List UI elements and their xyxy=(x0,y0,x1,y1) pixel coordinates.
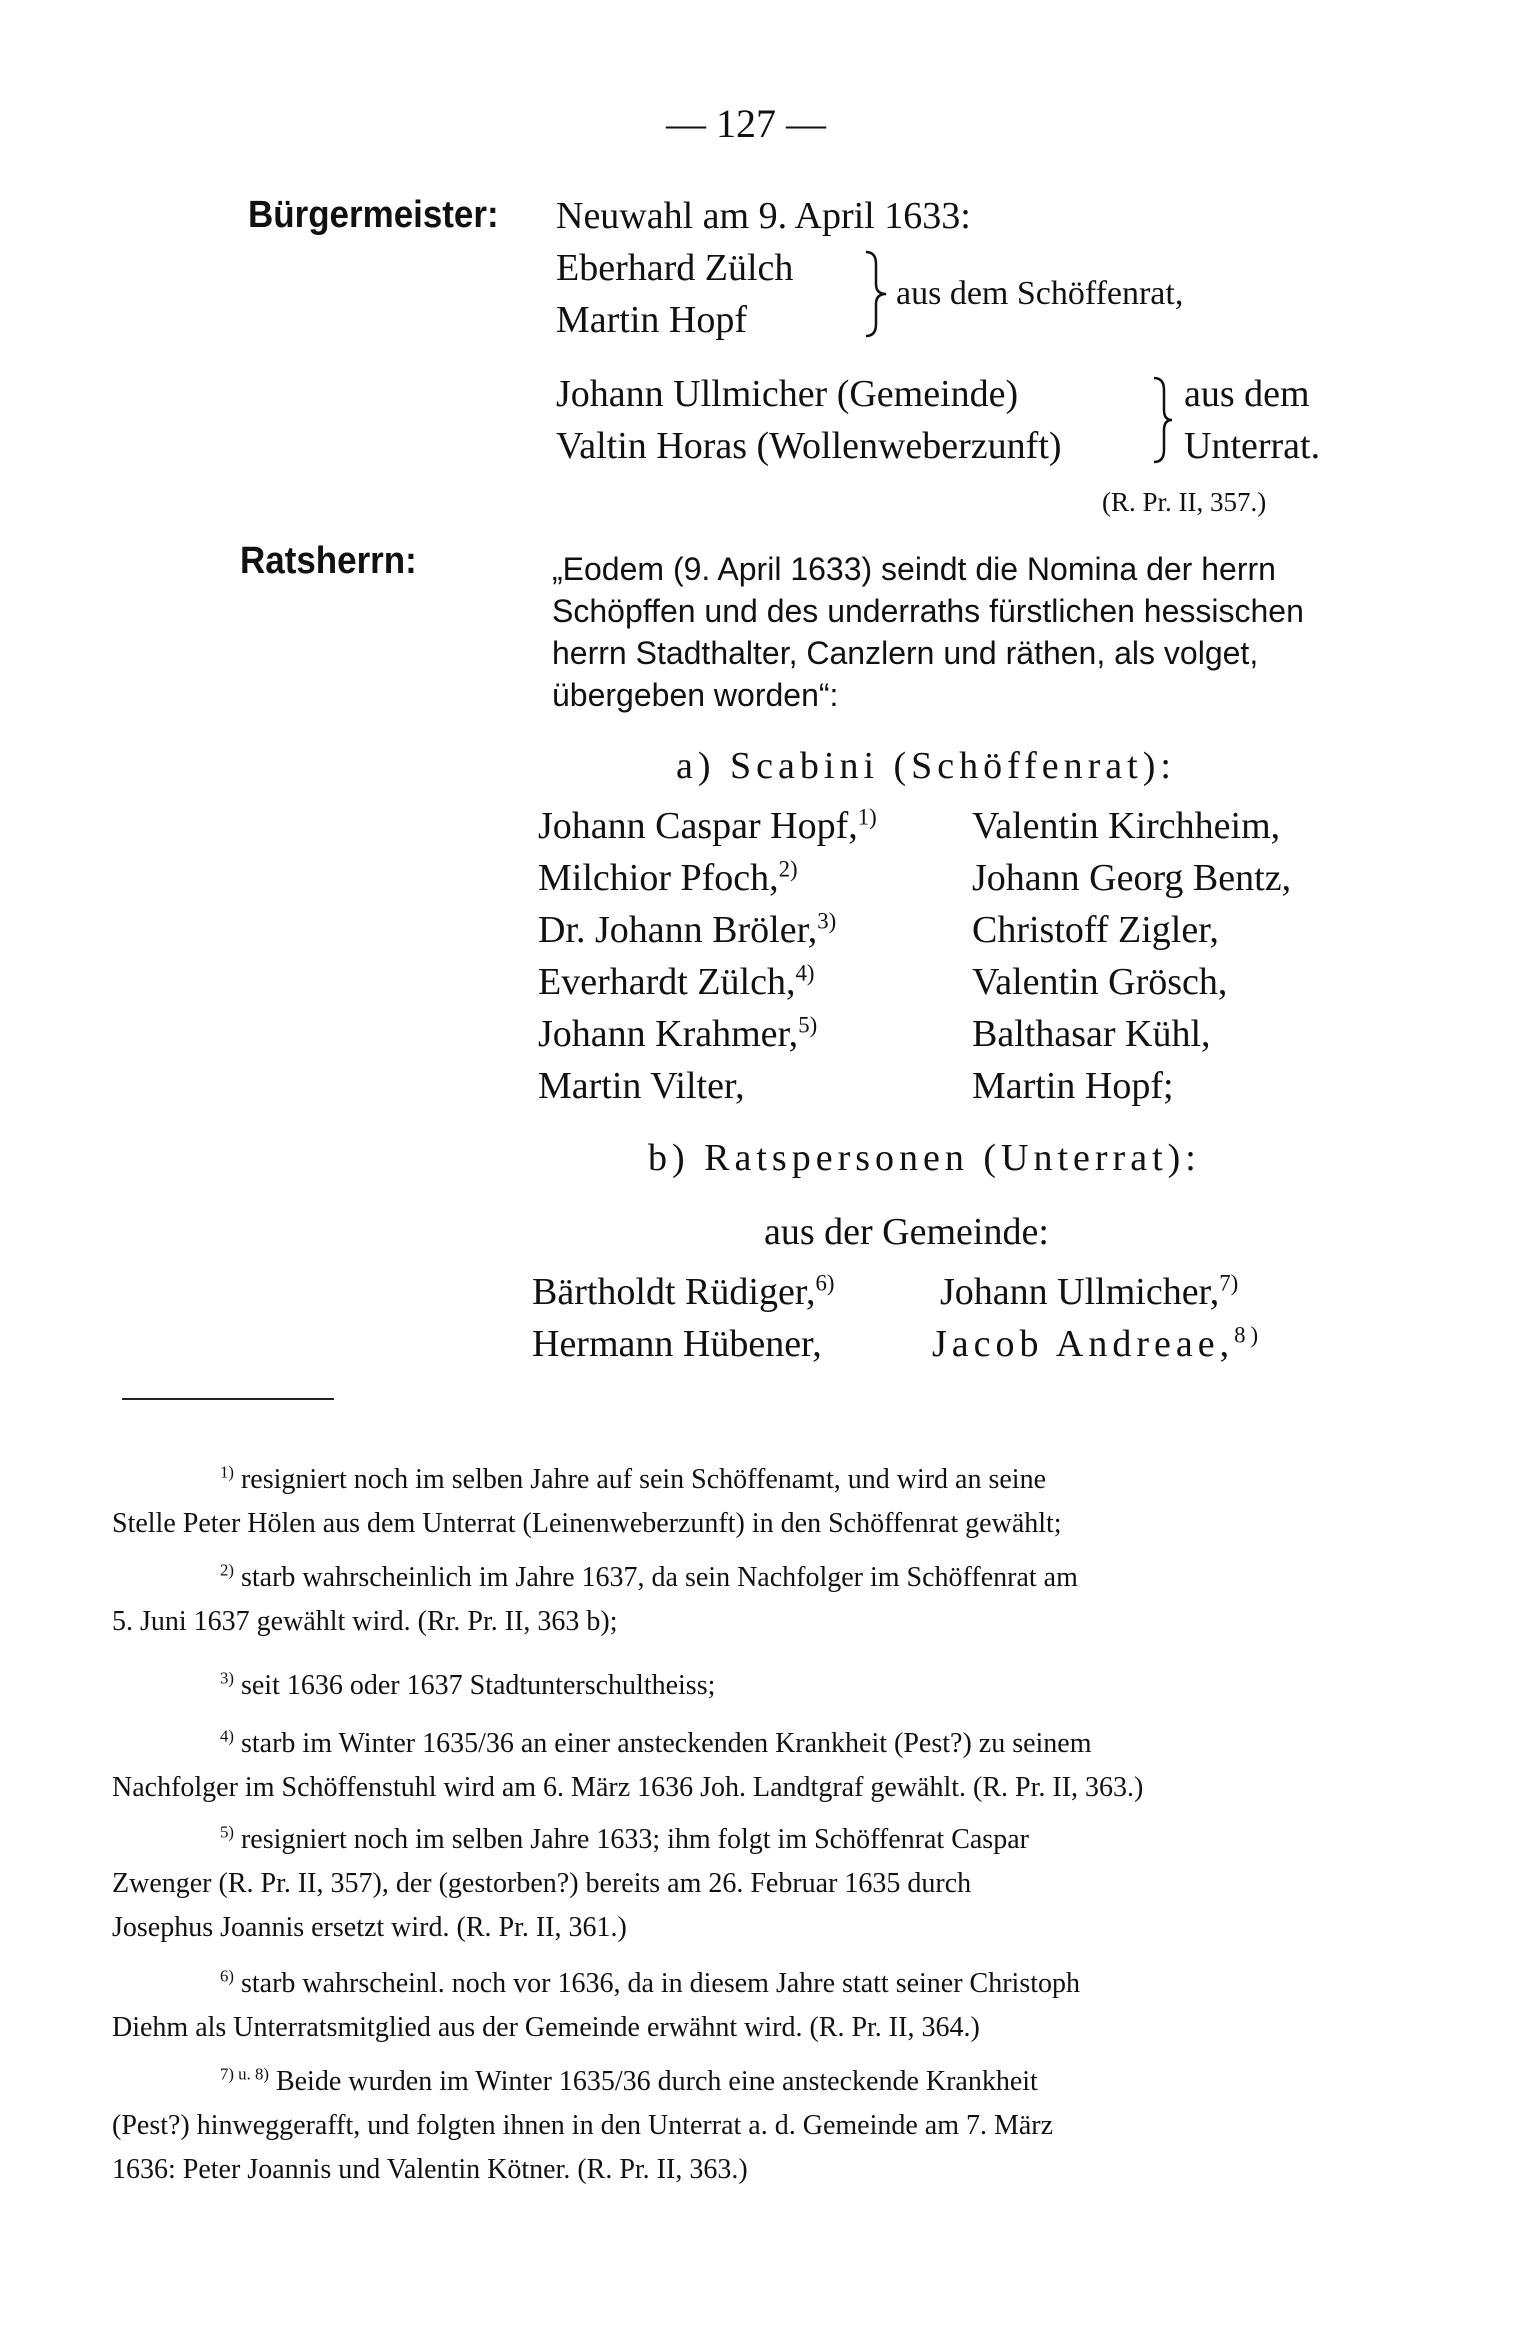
scabini-right-3: Christoff Zigler, xyxy=(972,909,1219,951)
label-buergermeister: Bürgermeister: xyxy=(248,194,499,236)
page-number: — 127 — xyxy=(666,101,826,146)
ratspersonen-right-2: Jacob Andreae,$^{8)}$ xyxy=(932,1322,1264,1365)
mayor-name-3: Johann Ullmicher (Gemeinde) xyxy=(556,373,1019,415)
ratspersonen-left-1: Bärtholdt Rüdiger,$^{6)}$ xyxy=(532,1270,835,1313)
scabini-right-5: Balthasar Kühl, xyxy=(972,1013,1211,1055)
scabini-right-1: Valentin Kirchheim, xyxy=(972,805,1281,847)
mayor-name-2: Martin Hopf xyxy=(556,299,748,341)
mayor-origin-1: aus dem Schöffenrat, xyxy=(896,275,1184,312)
buergermeister-heading: Neuwahl am 9. April 1633: xyxy=(556,195,971,237)
quote-line-1: „Eodem (9. April 1633) seindt die Nomina der herrn xyxy=(552,551,1276,587)
footnote-4: $^{4)}$ starb im Winter 1635/36 an einer ansteckenden Krankheit (Pest?) zu seinem Nachfolger im Schöffenstuhl wird am 6. März 1636 Joh. Landtgraf gewählt. (R. Pr. II, 363.) xyxy=(112,1726,1144,1803)
mayor-name-1: Eberhard Zülch xyxy=(556,247,794,289)
scabini-left-4: Everhardt Zülch,$^{4)}$ xyxy=(538,960,815,1003)
label-ratsherrn: Ratsherrn: xyxy=(240,540,417,582)
quote-line-4: übergeben worden“: xyxy=(552,677,839,713)
reference-357: (R. Pr. II, 357.) xyxy=(1102,487,1267,517)
scabini-right-4: Valentin Grösch, xyxy=(972,961,1228,1003)
footnote-6: $^{6)}$ starb wahrscheinl. noch vor 1636, da in diesem Jahre statt seiner Christoph Diehm als Unterratsmitglied aus der Gemeinde erwähnt wird. (R. Pr. II, 364.) xyxy=(112,1966,1081,2043)
scabini-left-1: Johann Caspar Hopf,$^{1)}$ xyxy=(538,804,877,847)
ratspersonen-subheading: aus der Gemeinde: xyxy=(764,1211,1049,1253)
footnote-1: $^{1)}$ resigniert noch im selben Jahre auf sein Schöffenamt, und wird an seine Stelle Peter Hölen aus dem Unterrat (Leinenweberzunft) in den Schöffenrat gewählt; xyxy=(112,1462,1062,1539)
scabini-left-5: Johann Krahmer,$^{5)}$ xyxy=(538,1012,818,1055)
scabini-left-6: Martin Vilter, xyxy=(538,1065,745,1107)
ratspersonen-left-2: Hermann Hübener, xyxy=(532,1323,822,1365)
scabini-left-3: Dr. Johann Bröler,$^{3)}$ xyxy=(538,908,837,951)
quote-line-3: herrn Stadthalter, Canzlern und räthen, als volget, xyxy=(552,635,1259,671)
brace-group-2 xyxy=(1148,376,1176,464)
footnote-rule xyxy=(122,1398,334,1400)
footnote-2: $^{2)}$ starb wahrscheinlich im Jahre 1637, da sein Nachfolger im Schöffenrat am 5. Juni 1637 gewählt wird. (Rr. Pr. II, 363 b); xyxy=(112,1560,1078,1637)
mayor-origin-2a: aus dem xyxy=(1184,373,1310,415)
scabini-right-6: Martin Hopf; xyxy=(972,1065,1174,1107)
scabini-right-2: Johann Georg Bentz, xyxy=(972,857,1292,899)
footnote-3: $^{3)}$ seit 1636 oder 1637 Stadtunterschultheiss; xyxy=(220,1668,716,1701)
ratspersonen-right-1: Johann Ullmicher,$^{7)}$ xyxy=(940,1270,1239,1313)
mayor-name-4: Valtin Horas (Wollenweberzunft) xyxy=(556,425,1062,467)
brace-group-1 xyxy=(862,250,890,338)
footnote-7-8: $^{7) u. 8)}$ Beide wurden im Winter 1635/36 durch eine ansteckende Krankheit (Pest?) hinweggerafft, und folgten ihnen in den Unterrat a. d. Gemeinde am 7. März 1636: Peter Joannis und Valentin Kötner. (R. Pr. II, 363.) xyxy=(112,2064,1054,2185)
scabini-heading: a) Scabini (Schöffenrat): xyxy=(676,745,1176,787)
footnote-5: $^{5)}$ resigniert noch im selben Jahre 1633; ihm folgt im Schöffenrat Caspar Zwenger (R. Pr. II, 357), der (gestorben?) bereits am 26. Februar 1635 durch Josephus Joannis ersetzt wird. (R. Pr. II, 361.) xyxy=(112,1822,1029,1943)
quote-line-2: Schöpffen und des underraths fürstlichen hessischen xyxy=(552,593,1304,629)
ratspersonen-heading: b) Ratspersonen (Unterrat): xyxy=(648,1137,1201,1179)
mayor-origin-2b: Unterrat. xyxy=(1184,425,1321,467)
scabini-left-2: Milchior Pfoch,$^{2)}$ xyxy=(538,856,798,899)
